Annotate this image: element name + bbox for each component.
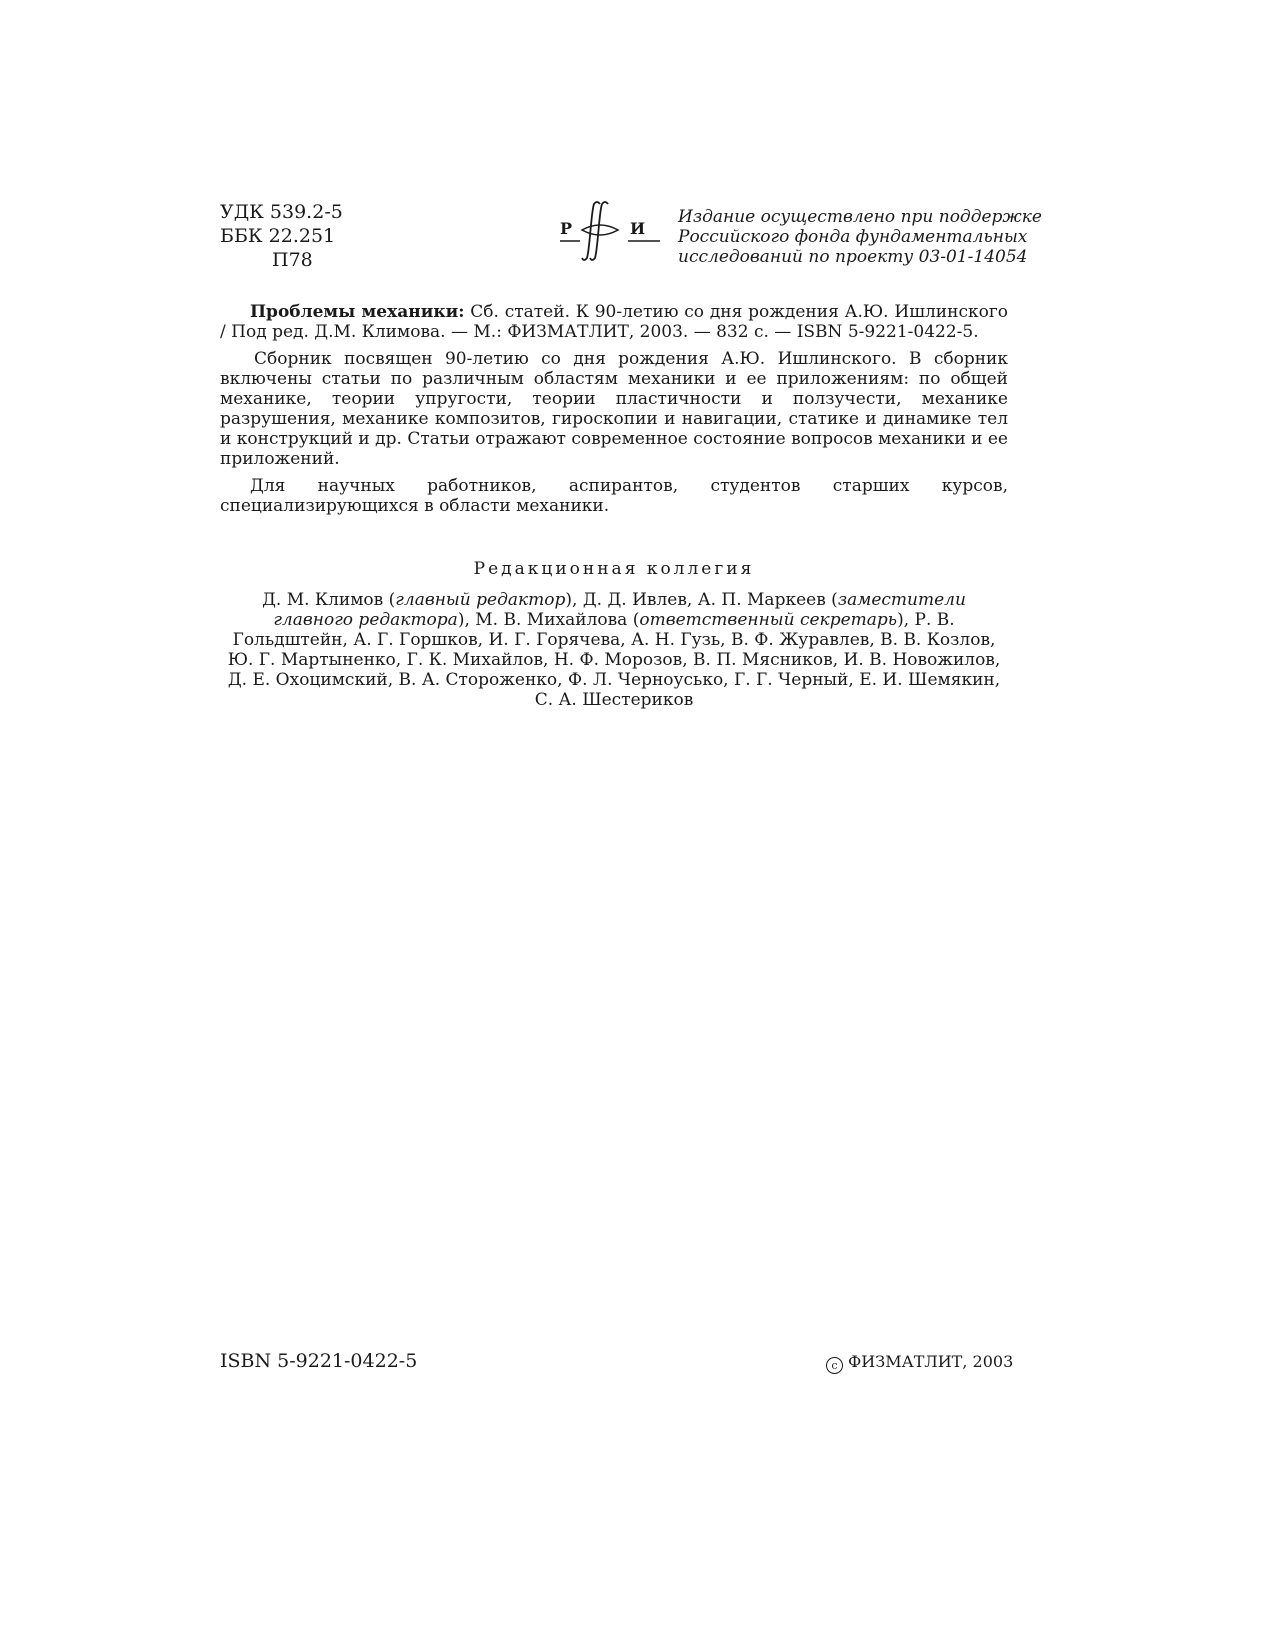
grant-note-line-1: Издание осуществлено при поддержке xyxy=(678,207,1042,227)
citation xyxy=(220,302,1008,342)
udk-code: УДК 539.2-5 xyxy=(220,201,343,223)
board-text-2: ), Д. Д. Ивлев, А. П. Маркеев ( xyxy=(565,590,838,610)
board-role-deputies: заместители главного редактора xyxy=(273,590,966,630)
isbn: ISBN 5-9221-0422-5 xyxy=(220,1350,418,1372)
grant-note-line-3: исследований по проекту 03-01-14054 xyxy=(678,247,1028,267)
abstract xyxy=(220,349,1008,469)
author-code: П78 xyxy=(272,249,313,271)
bibliographic-description xyxy=(220,302,1008,516)
audience: Для научных работников, аспирантов, студентов старших курсов, специализирующихся в области механики. xyxy=(220,476,1008,516)
grant-note xyxy=(678,207,1042,267)
editorial-board-list xyxy=(225,590,1003,710)
copyright xyxy=(826,1352,1013,1374)
board-text-4: ), Р. В. Гольдштейн, А. Г. Горшков, И. Г. Горячева, А. Н. Гузь, В. Ф. Журавлев, В. В. Козлов, Ю. Г. Мартыненко, Г. К. Михайлов, Н. Ф. Морозов, В. П. Мясников, И. В. Новожилов, Д. Е. Охоцимский, В. А. Стороженко, Ф. Л. Черноусько, Г. Г. Черный, Е. И. Шемякин, С. А. Шестериков xyxy=(227,610,1001,710)
rfbr-logo xyxy=(560,198,662,264)
citation-text: Сб. статей. К 90-летию со дня рождения А.Ю. Ишлинского / Под ред. Д.М. Климова. — М.: ФИЗМАТЛИТ, 2003. — 832 с. — ISBN 5-9221-0422-5. xyxy=(220,302,1008,342)
logo-letter-i: И xyxy=(630,219,646,238)
logo-letter-r: Р xyxy=(560,219,573,238)
copyright-text: ФИЗМАТЛИТ, 2003 xyxy=(848,1352,1014,1371)
classification-codes xyxy=(220,200,343,272)
board-role-secretary: ответственный секретарь xyxy=(639,610,898,630)
grant-note-line-2: Российского фонда фундаментальных xyxy=(678,227,1028,247)
logo-contour xyxy=(582,225,618,235)
bbk-code: ББК 22.251 xyxy=(220,225,336,247)
citation-title: Проблемы механики: xyxy=(250,302,465,322)
editorial-board-title: Редакционная коллегия xyxy=(473,559,755,579)
abstract-text: Сборник посвящен 90-летию со дня рождения А.Ю. Ишлинского. В сборник включены статьи по различным областям механики и ее приложениям: по общей механике, теории упругости, теории пластичности и ползучести, механике разрушения, механике композитов, гироскопии и навигации, статике и динамике тел и конструкций и др. Статьи отражают современное состояние вопросов механики и ее приложений. xyxy=(220,349,1008,469)
board-role-chief: главный редактор xyxy=(395,590,566,610)
board-text-1: Д. М. Климов ( xyxy=(262,590,396,610)
board-text-3: ), М. В. Михайлова ( xyxy=(457,610,640,630)
copyright-icon: c xyxy=(826,1357,843,1374)
